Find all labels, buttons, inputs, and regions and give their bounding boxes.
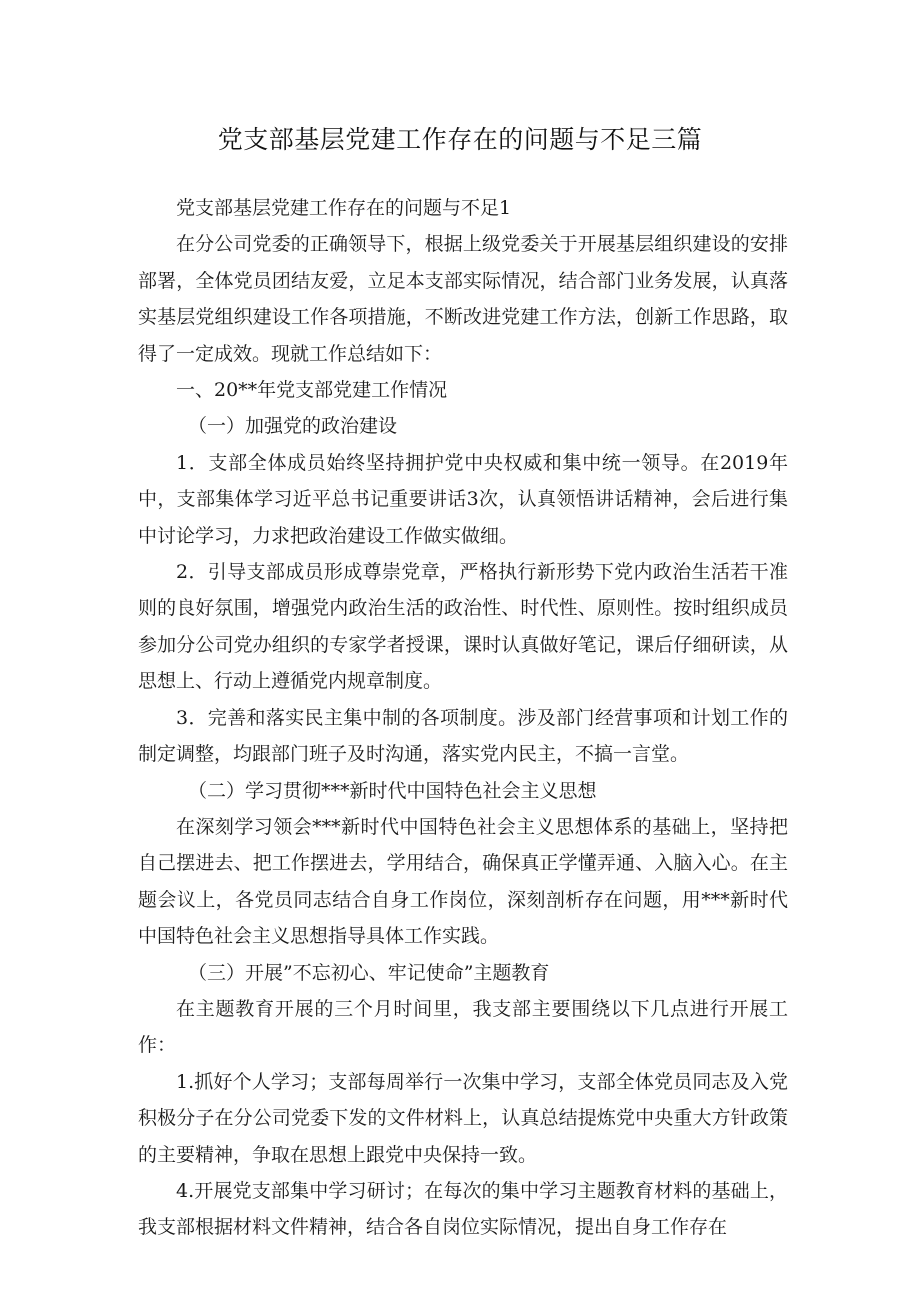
paragraph: 1．支部全体成员始终坚持拥护党中央权威和集中统一领导。在2019年中，支部集体学习近平总书记重要讲话3次，认真领悟讲话精神，会后进行集中讨论学习，力求把政治建设工作做实做细。 [138, 451, 788, 547]
paragraph: 在分公司党委的正确领导下，根据上级党委关于开展基层组织建设的安排部署，全体党员团结友爱，立足本支部实际情况，结合部门业务发展，认真落实基层党组织建设工作各项措施，不断改进党建工作方法，创新工作思路，取得了一定成效。现就工作总结如下： [138, 233, 788, 365]
subsection-heading: （二）学习贯彻***新时代中国特色社会主义思想 [188, 779, 597, 802]
section-heading: 一、20**年党支部党建工作情况 [176, 379, 448, 402]
document-body [138, 190, 788, 1246]
paragraph: 2．引导支部成员形成尊崇党章，严格执行新形势下党内政治生活若干准则的良好氛围，增强党内政治生活的政治性、时代性、原则性。按时组织成员参加分公司党办组织的专家学者授课，课时认真做好笔记，课后仔细研读，从思想上、行动上遵循党内规章制度。 [138, 561, 788, 693]
section-heading: 党支部基层党建工作存在的问题与不足1 [176, 197, 512, 219]
paragraph: 3．完善和落实民主集中制的各项制度。涉及部门经营事项和计划工作的制定调整，均跟部门班子及时沟通，落实党内民主，不搞一言堂。 [138, 706, 788, 766]
paragraph: 在主题教育开展的三个月时间里，我支部主要围绕以下几点进行开展工作： [138, 997, 788, 1057]
subsection-heading: （一）加强党的政治建设 [188, 415, 398, 438]
paragraph: 4.开展党支部集中学习研讨；在每次的集中学习主题教育材料的基础上，我支部根据材料文件精神，结合各自岗位实际情况，提出自身工作存在 [138, 1179, 788, 1239]
paragraph: 在深刻学习领会***新时代中国特色社会主义思想体系的基础上，坚持把自己摆进去、把工作摆进去，学用结合，确保真正学懂弄通、入脑入心。在主题会议上，各党员同志结合自身工作岗位，深刻剖析存在问题，用***新时代中国特色社会主义思想指导具体工作实践。 [138, 815, 788, 948]
subsection-heading: （三）开展”不忘初心、牢记使命”主题教育 [188, 961, 550, 984]
paragraph: 1.抓好个人学习；支部每周举行一次集中学习，支部全体党员同志及入党积极分子在分公司党委下发的文件材料上，认真总结提炼党中央重大方针政策的主要精神，争取在思想上跟党中央保持一致。 [138, 1070, 788, 1166]
document-title: 党支部基层党建工作存在的问题与不足三篇 [217, 125, 703, 154]
